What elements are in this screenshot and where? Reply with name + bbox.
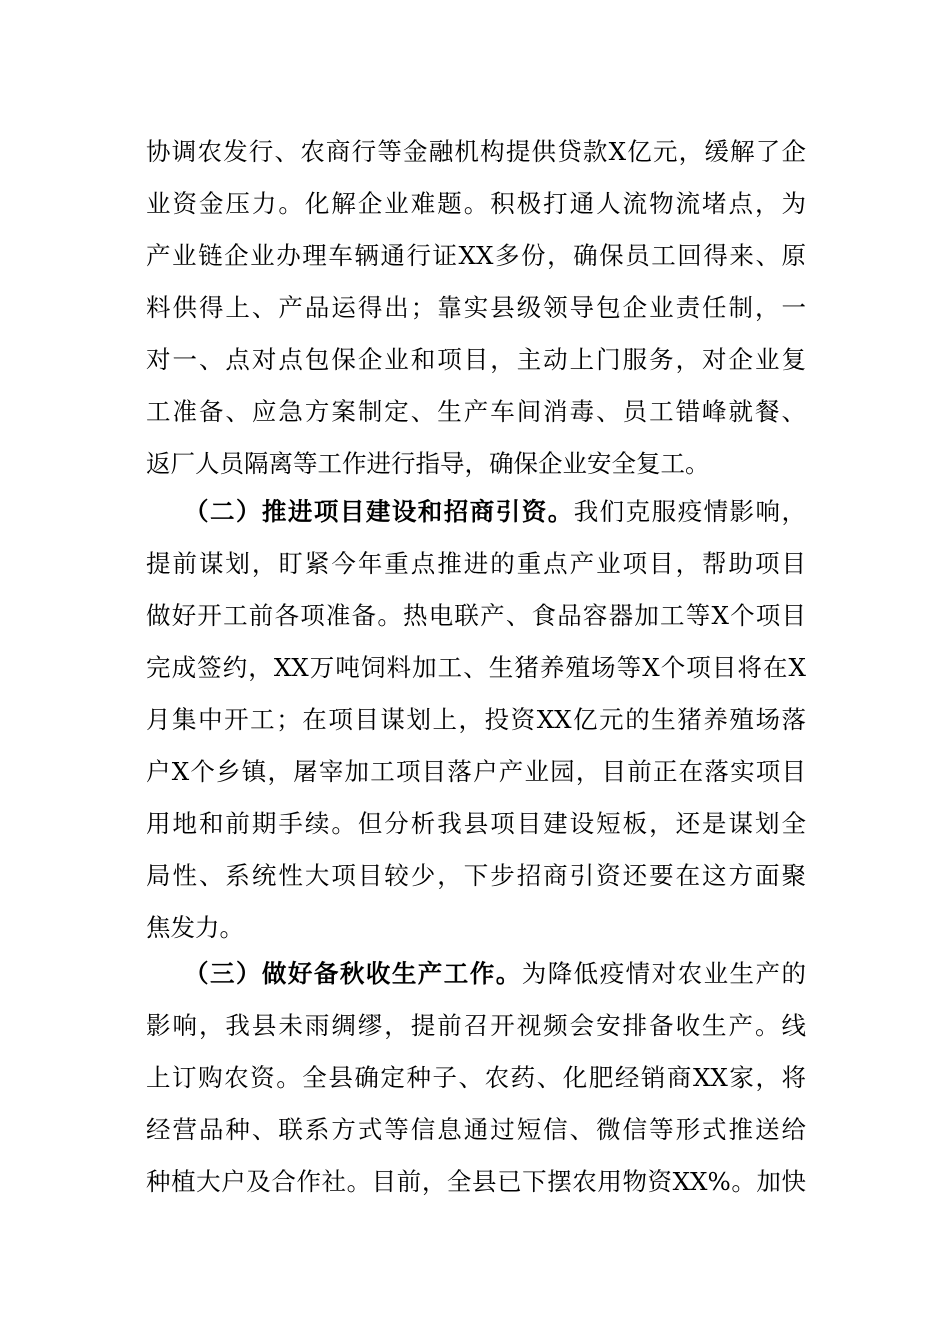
paragraph-first-line-text: 为降低疫情对农业生产的 bbox=[521, 959, 807, 988]
paragraph-line: 提前谋划，盯紧今年重点推进的重点产业项目，帮助项目 bbox=[146, 549, 806, 578]
paragraph-line: 协调农发行、农商行等金融机构提供贷款X亿元，缓解了企 bbox=[146, 137, 806, 166]
paragraph-line: 对一、点对点包保企业和项目，主动上门服务，对企业复 bbox=[146, 345, 806, 374]
paragraph-line: 局性、系统性大项目较少，下步招商引资还要在这方面聚 bbox=[146, 861, 806, 890]
paragraph-line: 经营品种、联系方式等信息通过短信、微信等形式推送给 bbox=[146, 1115, 806, 1144]
paragraph-project-construction bbox=[146, 486, 806, 954]
paragraph-line: 上订购农资。全县确定种子、农药、化肥经销商XX家，将 bbox=[146, 1063, 806, 1092]
paragraph-first-line-text: 我们克服疫情影响， bbox=[573, 497, 807, 526]
paragraph-first-line bbox=[146, 948, 806, 1000]
paragraph-line: 月集中开工；在项目谋划上，投资XX亿元的生猪养殖场落 bbox=[146, 705, 806, 734]
paragraph-line: 户X个乡镇，屠宰加工项目落户产业园，目前正在落实项目 bbox=[146, 757, 806, 786]
paragraph-line: 焦发力。 bbox=[146, 913, 244, 942]
paragraph-line: 料供得上、产品运得出；靠实县级领导包企业责任制，一 bbox=[146, 293, 806, 322]
paragraph-line: 完成签约，XX万吨饲料加工、生猪养殖场等X个项目将在X bbox=[146, 653, 806, 682]
paragraph-line: 业资金压力。化解企业难题。积极打通人流物流堵点，为 bbox=[146, 189, 806, 218]
paragraph-line: 做好开工前各项准备。热电联产、食品容器加工等X个项目 bbox=[146, 601, 806, 630]
paragraph-line: 种植大户及合作社。目前，全县已下摆农用物资XX%。加快 bbox=[146, 1167, 806, 1196]
paragraph-line: 返厂人员隔离等工作进行指导，确保企业安全复工。 bbox=[146, 449, 710, 478]
section-heading: （三）做好备秋收生产工作。 bbox=[184, 959, 522, 988]
paragraph-line: 影响，我县未雨绸缪，提前召开视频会安排备收生产。线 bbox=[146, 1011, 806, 1040]
paragraph-line: 用地和前期手续。但分析我县项目建设短板，还是谋划全 bbox=[146, 809, 806, 838]
paragraph-enterprise-support bbox=[146, 126, 806, 490]
section-heading: （二）推进项目建设和招商引资。 bbox=[184, 497, 574, 526]
paragraph-first-line bbox=[146, 486, 806, 538]
paragraph-line: 产业链企业办理车辆通行证XX多份，确保员工回得来、原 bbox=[146, 241, 806, 270]
paragraph-line: 工准备、应急方案制定、生产车间消毒、员工错峰就餐、 bbox=[146, 397, 806, 426]
paragraph-autumn-harvest bbox=[146, 948, 806, 1208]
